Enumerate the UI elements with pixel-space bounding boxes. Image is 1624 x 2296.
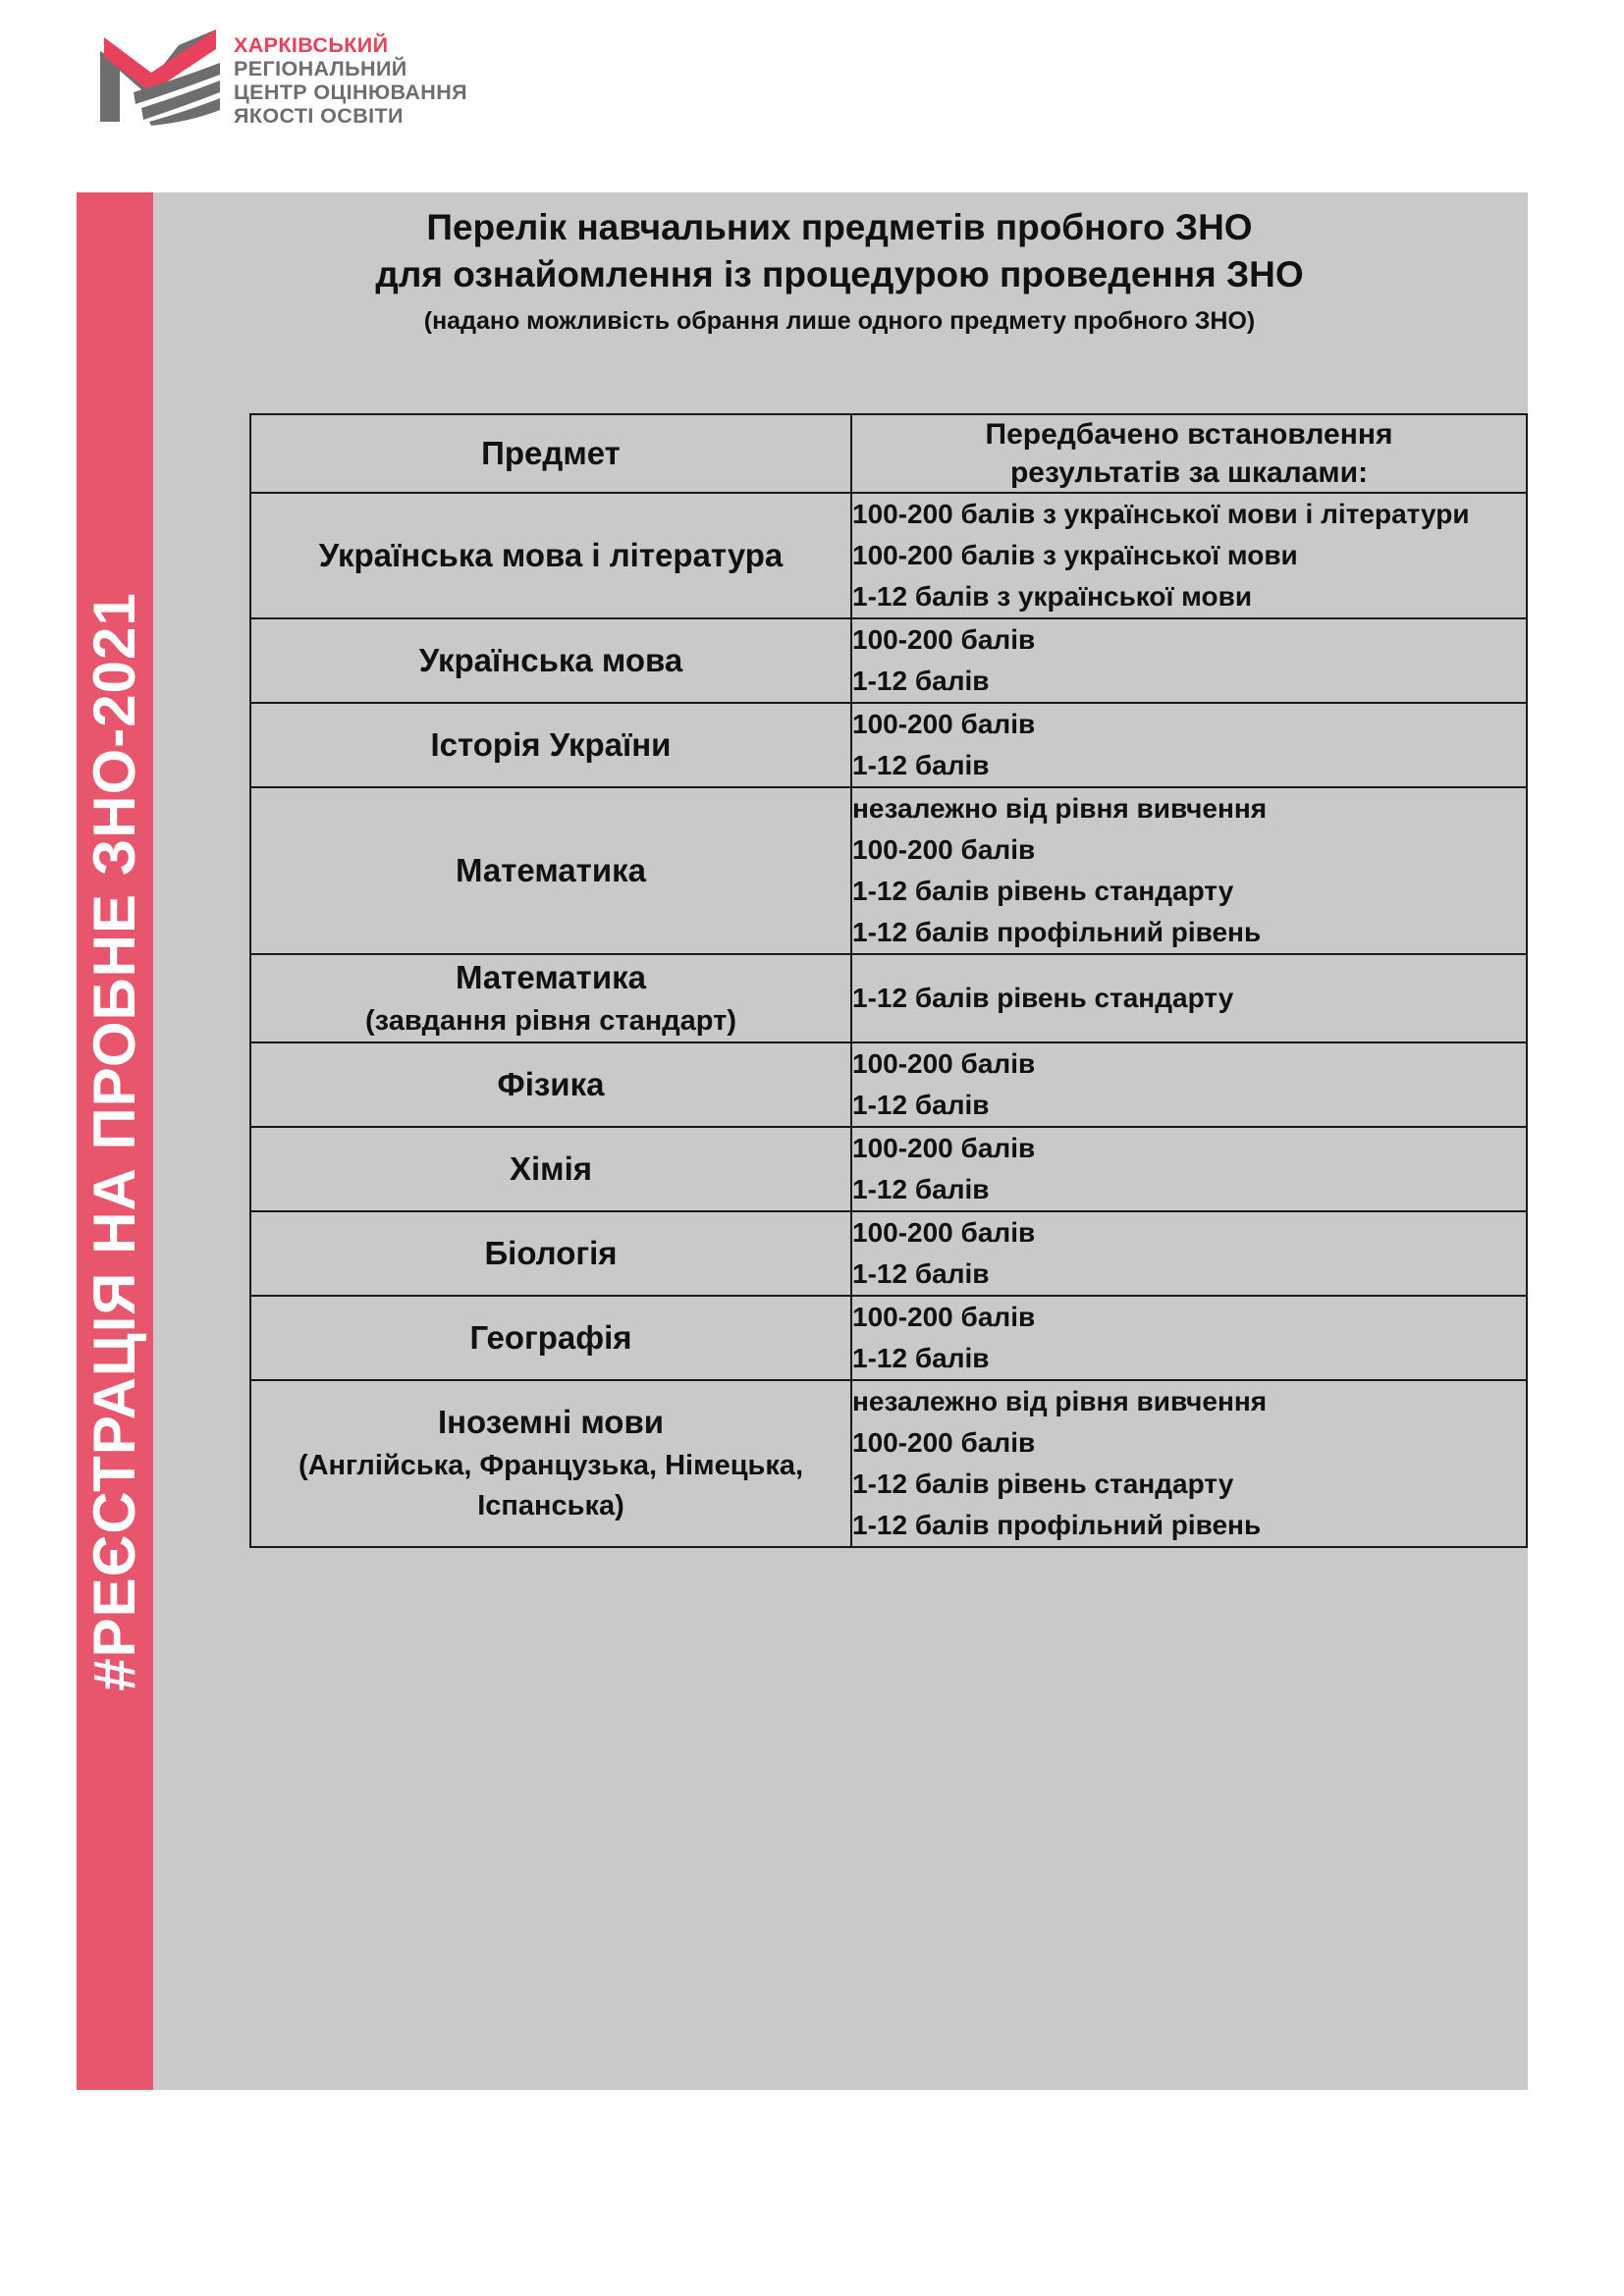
scale-line: незалежно від рівня вивчення (852, 793, 1268, 824)
logo-line-4: ЯКОСТІ ОСВІТИ (234, 104, 404, 129)
subject-note: (завдання рівня стандарт) (365, 1004, 736, 1037)
scale-line: 1-12 балів з української мови (852, 581, 1253, 612)
table-row (250, 1296, 1527, 1380)
scales-cell (851, 954, 1527, 1042)
campaign-sidebar (77, 192, 153, 2090)
scale-line: 1-12 балів профільний рівень (852, 917, 1262, 947)
scales-cell (851, 618, 1527, 703)
scale-line: 1-12 балів (852, 1174, 990, 1205)
scales-cell (851, 1211, 1527, 1296)
subject-cell (250, 1127, 851, 1211)
table-row (250, 1211, 1527, 1296)
scales-cell (851, 1127, 1527, 1211)
subject-scales-table (249, 413, 1528, 1548)
table-row (250, 618, 1527, 703)
table-row (250, 954, 1527, 1042)
scale-line: 1-12 балів (852, 1090, 990, 1121)
column-header-scales (851, 414, 1527, 493)
scales-cell (851, 787, 1527, 954)
subject-cell (250, 1380, 851, 1547)
table-row (250, 703, 1527, 787)
table-row (250, 787, 1527, 954)
scale-line: 1-12 балів (852, 666, 990, 696)
subject-name: Історія України (430, 725, 672, 763)
scale-line: 100-200 балів (852, 1048, 1036, 1080)
scale-line: 1-12 балів (852, 1258, 990, 1290)
table-row (250, 1042, 1527, 1127)
subject-cell (250, 1211, 851, 1296)
scale-line: 100-200 балів (852, 834, 1036, 865)
table-row (250, 1127, 1527, 1211)
subject-name: Географія (469, 1318, 632, 1356)
organization-logo (94, 27, 467, 128)
subject-cell (250, 787, 851, 954)
subject-cell (250, 703, 851, 787)
scales-cell (851, 493, 1527, 618)
table-row (250, 493, 1527, 618)
subject-name: Українська мова і література (318, 536, 784, 573)
scales-cell (851, 703, 1527, 787)
subject-cell (250, 493, 851, 618)
subject-cell (250, 1042, 851, 1127)
scale-line: 100-200 балів (852, 709, 1036, 739)
scale-line: 100-200 балів (852, 1302, 1036, 1333)
scale-line: 1-12 балів (852, 750, 990, 780)
logo-line-2: РЕГІОНАЛЬНИЙ (234, 57, 407, 81)
subject-name: Математика (456, 851, 646, 888)
logo-text-block (234, 27, 467, 128)
logo-line-1: ХАРКІВСЬКИЙ (234, 33, 389, 57)
subject-cell (250, 618, 851, 703)
scale-line: 100-200 балів з української мови і літератури (852, 499, 1470, 529)
subject-name: Іноземні мови (437, 1404, 665, 1441)
scale-line: 1-12 балів рівень стандарту (852, 876, 1234, 906)
scale-line: 100-200 балів (852, 624, 1036, 655)
column-header-subject: Предмет (250, 414, 851, 493)
subject-name: Хімія (509, 1149, 592, 1187)
scale-line: 1-12 балів рівень стандарту (852, 1468, 1234, 1500)
subject-name: Українська мова (418, 641, 683, 678)
book-chevron-logo-mark (94, 27, 220, 126)
subject-cell (250, 1296, 851, 1380)
scale-line: 1-12 балів рівень стандарту (852, 983, 1234, 1014)
scale-line: 100-200 балів з української мови (852, 540, 1298, 570)
subject-cell (250, 954, 851, 1042)
campaign-hashtag: #РЕЄСТРАЦІЯ НА ПРОБНЕ ЗНО-2021 (81, 591, 147, 1691)
table-header-row (250, 414, 1527, 493)
logo-line-3: ЦЕНТР ОЦІНЮВАННЯ (234, 80, 468, 105)
table-row (250, 1380, 1527, 1547)
scales-cell (851, 1296, 1527, 1380)
scale-line: 1-12 балів (852, 1343, 990, 1374)
subject-name: Математика (456, 959, 646, 995)
scales-cell (851, 1042, 1527, 1127)
table-body (250, 493, 1527, 1547)
scale-line: 100-200 балів (852, 1133, 1036, 1164)
subject-note: (Англійська, Французька, Німецька, Іспанська) (298, 1450, 804, 1522)
page-title-line-1: Перелік навчальних предметів пробного ЗНО (426, 207, 1253, 247)
page-subtitle: (надано можливість обрання лише одного предмету пробного ЗНО) (423, 307, 1256, 336)
scales-cell (851, 1380, 1527, 1547)
scale-line: 100-200 балів (852, 1217, 1036, 1249)
subject-name: Фізика (497, 1065, 605, 1102)
column-header-scales-line-1: Передбачено встановлення (985, 418, 1393, 451)
page-title-line-2: для ознайомлення із процедурою проведення ЗНО (375, 254, 1304, 295)
scale-line: незалежно від рівня вивчення (852, 1386, 1268, 1417)
page-title (177, 204, 1502, 339)
subject-name: Біологія (484, 1234, 618, 1271)
scale-line: 1-12 балів профільний рівень (852, 1510, 1262, 1541)
scale-line: 100-200 балів (852, 1427, 1036, 1459)
column-header-scales-line-2: результатів за шкалами: (1009, 456, 1369, 489)
